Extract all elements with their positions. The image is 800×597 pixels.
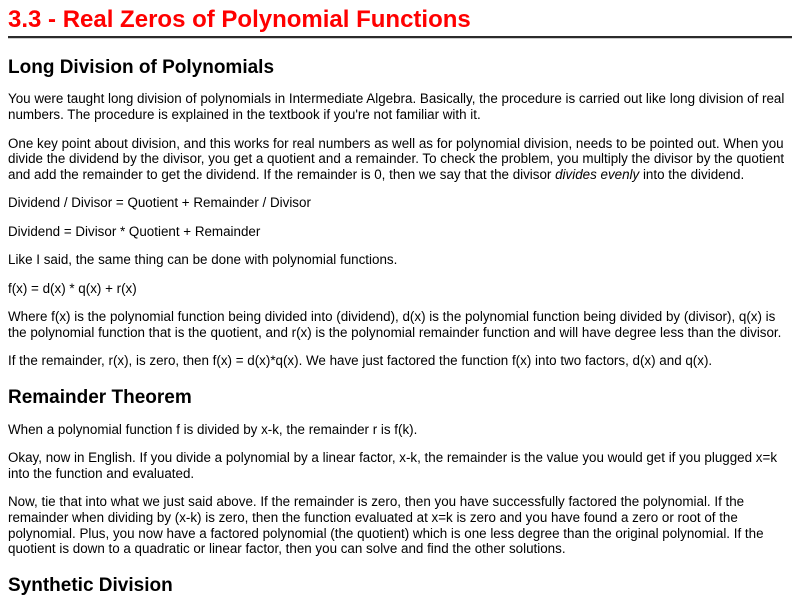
long-division-paragraph-1: You were taught long division of polynomials in Intermediate Algebra. Basically, the procedure is carried out like long division of real numbers. The procedure is explained in the textbook if you're not familiar with it. [8,91,785,122]
page-title: 3.3 - Real Zeros of Polynomial Functions [8,6,471,33]
formula-dividend-divisor-quotient: Dividend / Divisor = Quotient + Remainder / Divisor [8,195,311,211]
remainder-theorem-paragraph-2: Okay, now in English. If you divide a polynomial by a linear factor, x-k, the remainder is the value you would get if you plugged x=k into the function and evaluated. [8,450,778,481]
remainder-theorem-paragraph-3: Now, tie that into what we just said above. If the remainder is zero, then you have successfully factored the polynomial. If the remainder when dividing by (x-k) is zero, then the function evaluated at x=k is zero and you have found a zero or root of the polynomial. Plus, you now have a factored polynomial (the quotient) which is one less degree than the original polynomial. If the quotient is down to a quadratic or linear factor, then you can solve and find the other solutions. [8,494,764,557]
paragraph-text-before-italic: One key point about division, and this works for real numbers as well as for polynomial division, needs to be pointed out. When you divide the dividend by the divisor, you get a quotient and a remainder. To check the problem, you multiply the divisor by the quotient and add the remainder to get the dividend. If the remainder is 0, then we say that the divisor [8,135,785,182]
formula-dividend-equals: Dividend = Divisor * Quotient + Remainder [8,223,261,239]
section-heading-synthetic-division: Synthetic Division [8,574,173,596]
section-heading-remainder-theorem: Remainder Theorem [8,387,192,408]
long-division-paragraph-3: Like I said, the same thing can be done with polynomial functions. [8,252,398,268]
title-divider [8,36,792,39]
remainder-theorem-paragraph-1: When a polynomial function f is divided by x-k, the remainder r is f(k). [8,421,418,437]
long-division-paragraph-4: Where f(x) is the polynomial function being divided into (dividend), d(x) is the polynomial function being divided by (divisor), q(x) is the polynomial function that is the quotient, and r(x) is the polynomial remainder function and will have degree less than the divisor. [8,309,782,340]
formula-fx-dx-qx-rx: f(x) = d(x) * q(x) + r(x) [8,280,137,296]
long-division-paragraph-5: If the remainder, r(x), is zero, then f(x) = d(x)*q(x). We have just factored the function f(x) into two factors, d(x) and q(x). [8,353,713,369]
paragraph-text-after-italic: into the dividend. [639,166,745,182]
section-heading-long-division: Long Division of Polynomials [8,56,275,78]
italic-phrase-divides-evenly: divides evenly [555,166,640,182]
long-division-paragraph-2 [8,136,792,183]
